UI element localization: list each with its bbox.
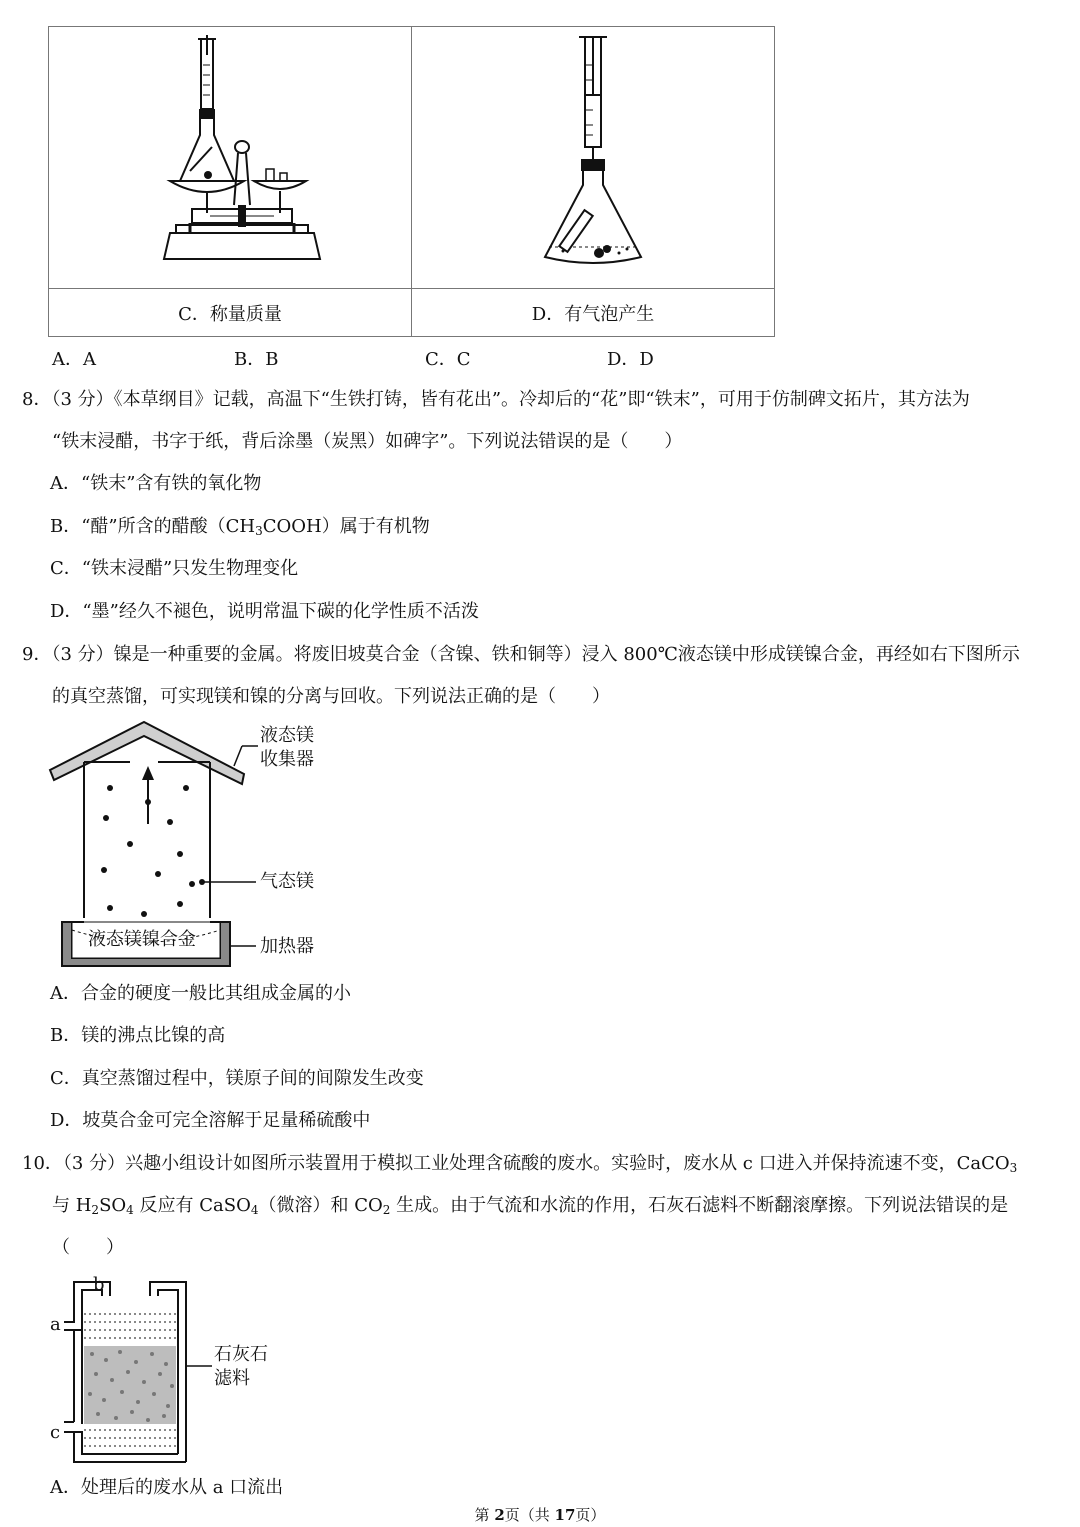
- q8-option-b: B．“醋”所含的醋酸$(CH_3COOH)$属于有机物: [50, 516, 430, 538]
- q9-option-b: B．镁的沸点比镍的高: [50, 1025, 226, 1046]
- label-collector-1: 液态镁: [260, 725, 314, 746]
- label-filter-2: 滤料: [214, 1368, 250, 1389]
- q9-stem-line1: 9．（3 分）镍是一种重要的金属。将废旧坡莫合金（含镍、铁和铜等）浸入 800℃液态镁中形成镁镍合金，再经如右下图所示: [22, 644, 1020, 665]
- q10-stem-line3: （ ）: [52, 1237, 124, 1258]
- page-total: 17: [554, 1506, 576, 1524]
- page-number: 2: [494, 1506, 505, 1524]
- balance-with-flask-icon: [130, 35, 330, 275]
- label-outlet-b: b: [93, 1274, 105, 1295]
- q9-option-d: D．坡莫合金可完全溶解于足量稀硫酸中: [50, 1110, 371, 1131]
- q7-option-b: B．B: [234, 349, 279, 370]
- caption-c: C．称量质量: [178, 303, 282, 325]
- label-filter-1: 石灰石: [214, 1344, 268, 1365]
- caption-d: D．有气泡产生: [531, 303, 655, 325]
- q10-filter-apparatus-figure: [46, 1274, 286, 1464]
- label-collector-2: 收集器: [260, 749, 314, 770]
- filter-tank-icon: [46, 1274, 286, 1464]
- q8-stem-line2: “铁末浸醋，书字于纸，背后涂墨（炭黑）如碑字”。下列说法错误的是（ ）: [52, 431, 683, 452]
- figure-flask-bubbles: [412, 27, 775, 289]
- q10-stem-line2: 与 $H_2SO_4$ 反应有 CaSO$_4$（微溶）和 $CO_2$ 生成。由于气流和水流的作用，石灰石滤料不断翻滚摩擦。下列说法错误的是: [52, 1195, 1009, 1217]
- page-footer: 第 2页（共 17页）: [474, 1506, 606, 1524]
- q9-vacuum-distillation-figure: [46, 718, 346, 970]
- label-outlet-a: a: [50, 1314, 61, 1335]
- q8-stem-line1: 8．（3 分）《本草纲目》记载，高温下“生铁打铸，皆有花出”。冷却后的“花”即“铁末”，可用于仿制碑文拓片，其方法为: [22, 389, 970, 410]
- flask-with-syringe-icon: [523, 35, 663, 275]
- q7-option-a: A．A: [52, 349, 96, 370]
- label-heater: 加热器: [260, 936, 314, 957]
- q8-option-d: D．“墨”经久不褪色，说明常温下碳的化学性质不活泼: [50, 601, 479, 622]
- q9-option-a: A．合金的硬度一般比其组成金属的小: [50, 983, 351, 1004]
- q9-stem-line2: 的真空蒸馏，可实现镁和镍的分离与回收。下列说法正确的是（ ）: [52, 686, 610, 707]
- q10-option-a: A．处理后的废水从 a 口流出: [50, 1477, 284, 1498]
- q7-option-d: D．D: [607, 349, 654, 370]
- q8-option-c: C．“铁末浸醋”只发生物理变化: [50, 558, 299, 579]
- figure-balance-weighing: [49, 27, 412, 289]
- label-gas-mg: 气态镁: [260, 871, 314, 892]
- q7-option-c: C．C: [425, 349, 471, 370]
- q7-figure-table: [48, 26, 775, 337]
- label-inlet-c: c: [50, 1422, 61, 1443]
- label-alloy: 液态镁镍合金: [88, 929, 196, 950]
- q10-stem-line1: 10．（3 分）兴趣小组设计如图所示装置用于模拟工业处理含硫酸的废水。实验时，废水从 c 口进入并保持流速不变，CaCO$_3$: [22, 1153, 1018, 1175]
- q8-option-a: A．“铁末”含有铁的氧化物: [50, 473, 262, 494]
- q9-option-c: C．真空蒸馏过程中，镁原子间的间隙发生改变: [50, 1068, 424, 1089]
